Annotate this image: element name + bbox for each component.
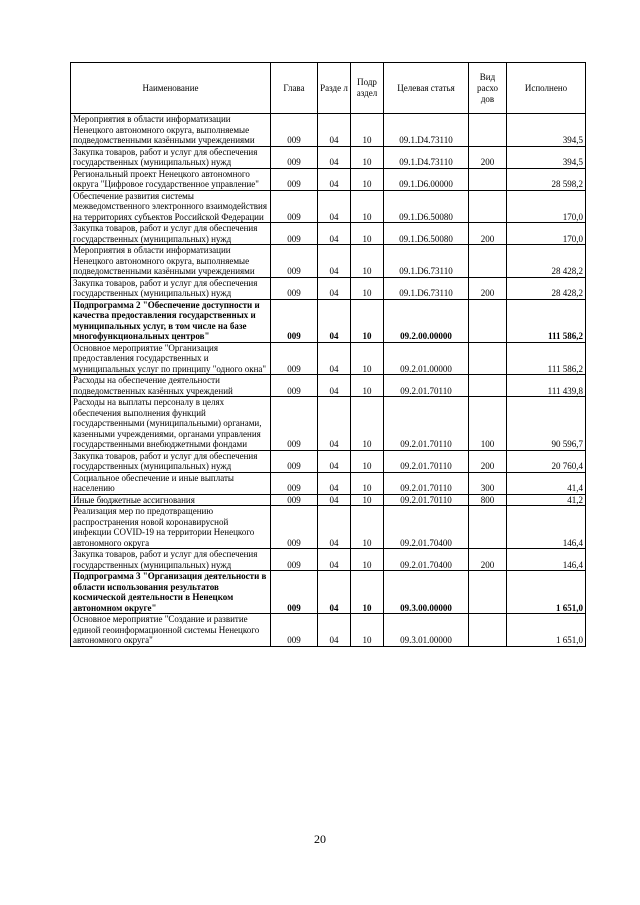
cell-razdel: 04 — [318, 494, 351, 506]
cell-name: Закупка товаров, работ и услуг для обеспечения государственных (муниципальных) нужд — [71, 146, 271, 168]
header-name: Наименование — [71, 63, 271, 114]
cell-razdel: 04 — [318, 245, 351, 278]
cell-glava: 009 — [271, 223, 318, 245]
table-row — [71, 168, 586, 190]
cell-target: 09.2.01.00000 — [384, 342, 469, 375]
cell-podrazdel: 10 — [351, 614, 384, 647]
cell-target: 09.1.D4.73110 — [384, 114, 469, 147]
cell-glava: 009 — [271, 277, 318, 299]
cell-razdel: 04 — [318, 342, 351, 375]
cell-target: 09.3.01.00000 — [384, 614, 469, 647]
cell-podrazdel: 10 — [351, 245, 384, 278]
header-glava: Глава — [271, 63, 318, 114]
cell-done: 111 586,2 — [507, 299, 586, 342]
table-row — [71, 614, 586, 647]
cell-target: 09.1.D6.73110 — [384, 277, 469, 299]
cell-name: Закупка товаров, работ и услуг для обеспечения государственных (муниципальных) нужд — [71, 549, 271, 571]
cell-podrazdel: 10 — [351, 223, 384, 245]
header-vid: Вид расхо дов — [469, 63, 507, 114]
cell-podrazdel: 10 — [351, 571, 384, 614]
cell-done: 146,4 — [507, 549, 586, 571]
cell-vid — [469, 375, 507, 397]
cell-podrazdel: 10 — [351, 146, 384, 168]
cell-podrazdel: 10 — [351, 299, 384, 342]
cell-vid: 800 — [469, 494, 507, 506]
cell-name: Основное мероприятие "Организация предоставления государственных и муниципальных услуг по принципу "одного окна" — [71, 342, 271, 375]
cell-done: 1 651,0 — [507, 614, 586, 647]
cell-podrazdel: 10 — [351, 506, 384, 549]
header-podrazdel: Подр аздел — [351, 63, 384, 114]
cell-done: 28 428,2 — [507, 277, 586, 299]
cell-vid: 200 — [469, 223, 507, 245]
table-row — [71, 223, 586, 245]
cell-razdel: 04 — [318, 450, 351, 472]
cell-target: 09.2.01.70110 — [384, 472, 469, 494]
cell-glava: 009 — [271, 614, 318, 647]
cell-podrazdel: 10 — [351, 494, 384, 506]
cell-name: Обеспечение развития системы межведомственного электронного взаимодействия на территориях субъектов Российской Федерации — [71, 190, 271, 223]
cell-target: 09.2.01.70110 — [384, 397, 469, 451]
cell-done: 28 598,2 — [507, 168, 586, 190]
cell-podrazdel: 10 — [351, 168, 384, 190]
table-row — [71, 571, 586, 614]
table-row — [71, 114, 586, 147]
cell-name: Основное мероприятие "Создание и развитие единой геоинформационной системы Ненецкого автономного округа" — [71, 614, 271, 647]
cell-podrazdel: 10 — [351, 549, 384, 571]
cell-name: Закупка товаров, работ и услуг для обеспечения государственных (муниципальных) нужд — [71, 223, 271, 245]
cell-podrazdel: 10 — [351, 375, 384, 397]
cell-glava: 009 — [271, 571, 318, 614]
cell-target: 09.3.00.00000 — [384, 571, 469, 614]
cell-vid — [469, 114, 507, 147]
cell-glava: 009 — [271, 506, 318, 549]
budget-table — [70, 62, 586, 647]
cell-vid — [469, 506, 507, 549]
cell-target: 09.2.01.70110 — [384, 494, 469, 506]
cell-razdel: 04 — [318, 472, 351, 494]
cell-name: Закупка товаров, работ и услуг для обеспечения государственных (муниципальных) нужд — [71, 450, 271, 472]
cell-vid — [469, 299, 507, 342]
cell-target: 09.2.01.70400 — [384, 506, 469, 549]
cell-name: Подпрограмма 3 "Организация деятельности в области использования результатов космической деятельности в Ненецком автономном округе" — [71, 571, 271, 614]
table-row — [71, 146, 586, 168]
cell-name: Региональный проект Ненецкого автономного округа "Цифровое государственное управление" — [71, 168, 271, 190]
cell-glava: 009 — [271, 375, 318, 397]
cell-razdel: 04 — [318, 223, 351, 245]
cell-podrazdel: 10 — [351, 190, 384, 223]
cell-vid: 200 — [469, 146, 507, 168]
table-row — [71, 375, 586, 397]
cell-target: 09.2.01.70110 — [384, 375, 469, 397]
cell-razdel: 04 — [318, 114, 351, 147]
cell-glava: 009 — [271, 190, 318, 223]
page-number: 20 — [314, 832, 326, 846]
cell-name: Социальное обеспечение и иные выплаты населению — [71, 472, 271, 494]
table-row — [71, 397, 586, 451]
cell-done: 111 586,2 — [507, 342, 586, 375]
header-target: Целевая статья — [384, 63, 469, 114]
cell-done: 394,5 — [507, 146, 586, 168]
cell-podrazdel: 10 — [351, 397, 384, 451]
cell-glava: 009 — [271, 245, 318, 278]
table-row — [71, 549, 586, 571]
cell-podrazdel: 10 — [351, 277, 384, 299]
cell-name: Подпрограмма 2 "Обеспечение доступности и качества предоставления государственных и муниципальных услуг, в том числе на базе многофункциональных центров" — [71, 299, 271, 342]
cell-vid: 200 — [469, 450, 507, 472]
cell-done: 111 439,8 — [507, 375, 586, 397]
cell-glava: 009 — [271, 549, 318, 571]
cell-glava: 009 — [271, 494, 318, 506]
cell-podrazdel: 10 — [351, 114, 384, 147]
cell-podrazdel: 10 — [351, 472, 384, 494]
cell-vid — [469, 190, 507, 223]
cell-done: 28 428,2 — [507, 245, 586, 278]
cell-done: 90 596,7 — [507, 397, 586, 451]
cell-target: 09.1.D6.00000 — [384, 168, 469, 190]
cell-name: Расходы на выплаты персоналу в целях обеспечения выполнения функций государственными (муниципальными) органами, казенными учреждениями, органами управления государственными внебюджетными фондами — [71, 397, 271, 451]
cell-target: 09.2.01.70110 — [384, 450, 469, 472]
cell-glava: 009 — [271, 397, 318, 451]
cell-done: 146,4 — [507, 506, 586, 549]
table-header-row — [71, 63, 586, 114]
cell-done: 20 760,4 — [507, 450, 586, 472]
cell-name: Реализация мер по предотвращению распространения новой коронавирусной инфекции COVID-19 на территории Ненецкого автономного округа — [71, 506, 271, 549]
cell-target: 09.1.D4.73110 — [384, 146, 469, 168]
cell-podrazdel: 10 — [351, 342, 384, 375]
cell-razdel: 04 — [318, 168, 351, 190]
table-row — [71, 450, 586, 472]
cell-vid — [469, 245, 507, 278]
table-row — [71, 190, 586, 223]
cell-razdel: 04 — [318, 397, 351, 451]
cell-vid — [469, 571, 507, 614]
cell-glava: 009 — [271, 168, 318, 190]
table-row — [71, 506, 586, 549]
cell-razdel: 04 — [318, 146, 351, 168]
cell-vid: 100 — [469, 397, 507, 451]
cell-razdel: 04 — [318, 277, 351, 299]
cell-vid: 200 — [469, 549, 507, 571]
cell-vid — [469, 342, 507, 375]
cell-done: 41,2 — [507, 494, 586, 506]
cell-razdel: 04 — [318, 571, 351, 614]
cell-target: 09.2.01.70400 — [384, 549, 469, 571]
cell-done: 394,5 — [507, 114, 586, 147]
cell-glava: 009 — [271, 146, 318, 168]
cell-done: 170,0 — [507, 190, 586, 223]
cell-done: 170,0 — [507, 223, 586, 245]
cell-vid — [469, 614, 507, 647]
table-row — [71, 299, 586, 342]
cell-name: Мероприятия в области информатизации Ненецкого автономного округа, выполняемые подведомственными казёнными учреждениями — [71, 114, 271, 147]
cell-target: 09.1.D6.73110 — [384, 245, 469, 278]
cell-razdel: 04 — [318, 375, 351, 397]
cell-vid: 200 — [469, 277, 507, 299]
cell-razdel: 04 — [318, 190, 351, 223]
cell-glava: 009 — [271, 472, 318, 494]
cell-done: 1 651,0 — [507, 571, 586, 614]
table-row — [71, 472, 586, 494]
cell-glava: 009 — [271, 114, 318, 147]
cell-razdel: 04 — [318, 299, 351, 342]
cell-razdel: 04 — [318, 614, 351, 647]
table-row — [71, 342, 586, 375]
cell-name: Закупка товаров, работ и услуг для обеспечения государственных (муниципальных) нужд — [71, 277, 271, 299]
cell-name: Иные бюджетные ассигнования — [71, 494, 271, 506]
cell-glava: 009 — [271, 299, 318, 342]
cell-done: 41,4 — [507, 472, 586, 494]
table-row — [71, 277, 586, 299]
cell-razdel: 04 — [318, 506, 351, 549]
table-body — [71, 114, 586, 647]
header-razdel: Разде л — [318, 63, 351, 114]
cell-podrazdel: 10 — [351, 450, 384, 472]
cell-razdel: 04 — [318, 549, 351, 571]
cell-vid — [469, 168, 507, 190]
cell-glava: 009 — [271, 450, 318, 472]
cell-glava: 009 — [271, 342, 318, 375]
header-done: Исполнено — [507, 63, 586, 114]
cell-vid: 300 — [469, 472, 507, 494]
cell-target: 09.1.D6.50080 — [384, 223, 469, 245]
cell-target: 09.1.D6.50080 — [384, 190, 469, 223]
cell-name: Мероприятия в области информатизации Ненецкого автономного округа, выполняемые подведомственными казёнными учреждениями — [71, 245, 271, 278]
cell-target: 09.2.00.00000 — [384, 299, 469, 342]
table-row — [71, 494, 586, 506]
cell-name: Расходы на обеспечение деятельности подведомственных казённых учреждений — [71, 375, 271, 397]
table-row — [71, 245, 586, 278]
